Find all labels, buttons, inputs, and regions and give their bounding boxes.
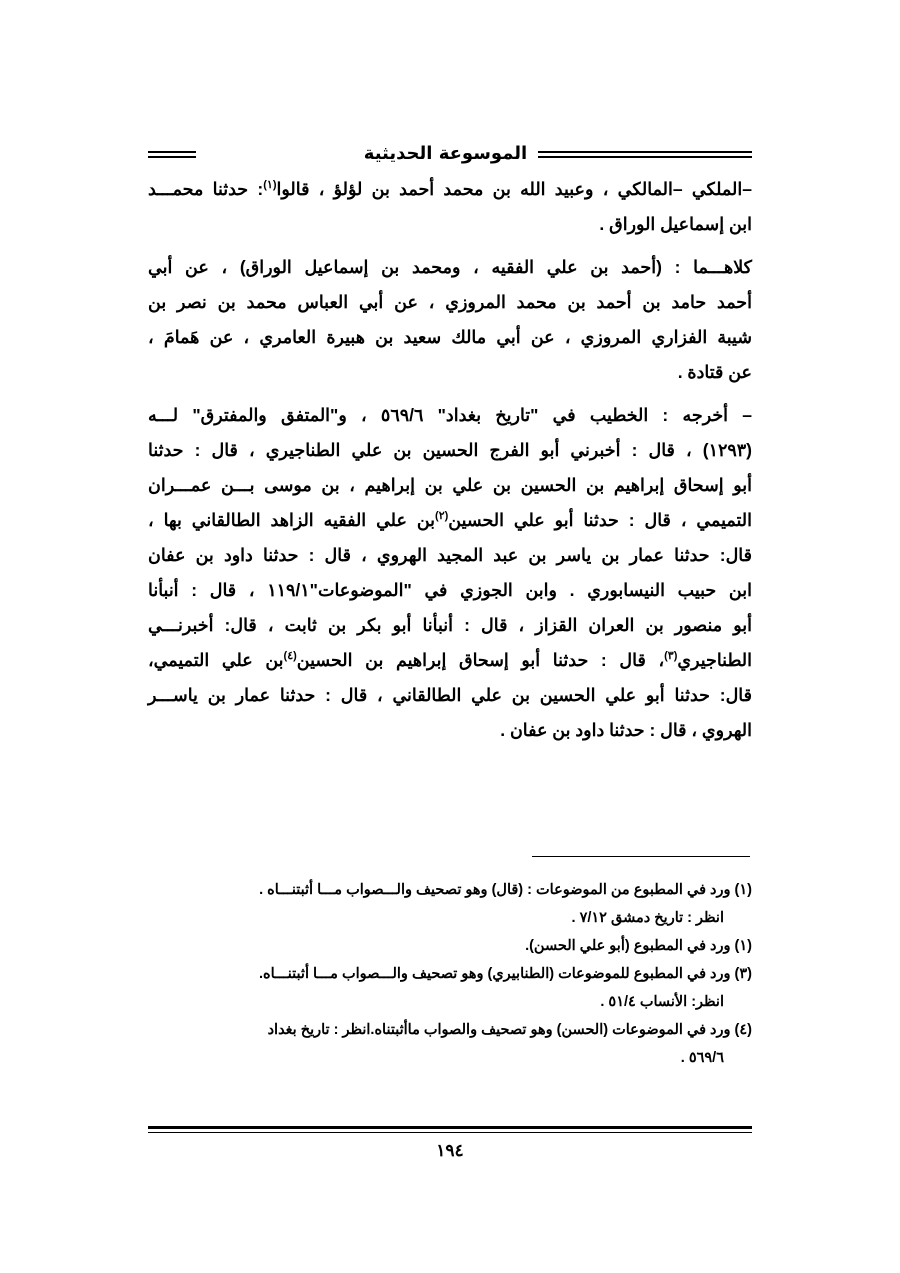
text-line: – أخرجه : الخطيب في "تاريخ بغداد" ٥٦٩/٦ ، و"المتفق والمفترق" لـــه <box>148 405 752 425</box>
text-span: بن علي الفقيه الزاهد الطالقاني بها ، <box>148 510 436 530</box>
footnote-ref: (٢) <box>435 510 449 523</box>
page-number: ١٩٤ <box>436 1141 464 1160</box>
text-span: : حدثنا محمـــد <box>148 179 264 199</box>
text-line <box>148 172 752 207</box>
footnotes <box>148 876 752 1072</box>
text-line: ابن إسماعيل الوراق . <box>599 214 752 234</box>
main-text <box>148 172 752 756</box>
text-span: ، قال : حدثنا أبو إسحاق إبراهيم بن الحسين <box>296 650 665 670</box>
footnote <box>148 932 752 960</box>
paragraph <box>148 172 752 242</box>
text-span: بن علي التميمي، <box>148 650 284 670</box>
footnote-line: (١) ورد في المطبوع من الموضوعات : (قال) وهو تصحيف والـــصواب مـــا أثبتنـــاه . <box>259 882 752 898</box>
text-line: كلاهـــما : (أحمد بن علي الفقيه ، ومحمد بن إسماعيل الوراق) ، عن أبي <box>148 257 752 277</box>
footnote-line: (١) ورد في المطبوع (أبو علي الحسن). <box>525 938 752 954</box>
text-line: أبو منصور بن العران القزاز ، قال : أنبأنا أبو بكر بن ثابت ، قال: أخبرنـــي <box>148 615 752 635</box>
header-title: الموسوعة الحديثية <box>363 143 528 164</box>
footnote-ref: (٣) <box>664 650 678 663</box>
page-header <box>148 140 752 170</box>
footer-rule <box>148 1126 752 1129</box>
text-line: أبو إسحاق إبراهيم بن الحسين بن علي بن إبراهيم ، بن موسى بـــن عمـــران <box>148 475 752 495</box>
text-line: ابن حبيب النيسابوري . وابن الجوزي في "الموضوعات"١١٩/١ ، قال : أنبأنا <box>148 580 752 600</box>
footer-rule-thin <box>148 1132 752 1133</box>
text-span: الطناجيري <box>677 650 752 670</box>
footnote-line: ٥٦٩/٦ . <box>680 1050 724 1066</box>
text-line: أحمد حامد بن أحمد بن محمد المروزي ، عن أبي العباس محمد بن نصر بن <box>148 292 752 312</box>
header-rule-right-2 <box>538 156 752 158</box>
text-line: قال: حدثنا أبو علي الحسين بن علي الطالقاني ، قال : حدثنا عمار بن ياســـر <box>148 685 752 705</box>
header-rule-right <box>538 151 752 153</box>
footnote-line: (٣) ورد في المطبوع للموضوعات (الطنابيري) وهو تصحيف والـــصواب مـــا أثبتنـــاه. <box>259 966 752 982</box>
footnote-ref: (١) <box>263 179 277 192</box>
footnote-line: (٤) ورد في الموضوعات (الحسن) وهو تصحيف والصواب ماأثبتناه.انظر : تاريخ بغداد <box>267 1022 752 1038</box>
text-line: عن قتادة . <box>677 362 752 382</box>
text-line <box>148 643 752 678</box>
header-rule-left-2 <box>148 156 196 158</box>
paragraph <box>148 398 752 748</box>
footnote-ref: (٤) <box>283 650 297 663</box>
footnote-line: انظر : تاريخ دمشق ٧/١٢ . <box>571 910 724 926</box>
text-line <box>148 503 752 538</box>
text-line: قال: حدثنا عمار بن ياسر بن عبد المجيد الهروي ، قال : حدثنا داود بن عفان <box>148 545 752 565</box>
header-rule-left <box>148 151 196 153</box>
footnote <box>148 1016 752 1072</box>
text-span: التميمي ، قال : حدثنا أبو علي الحسين <box>448 510 752 530</box>
footnote <box>148 876 752 932</box>
text-line: الهروي ، قال : حدثنا داود بن عفان . <box>500 720 752 740</box>
text-line: (١٢٩٣) ، قال : أخبرني أبو الفرج الحسين بن علي الطناجيري ، قال : حدثنا <box>148 440 752 460</box>
footnote <box>148 960 752 1016</box>
text-span: –الملكي –المالكي ، وعبيد الله بن محمد أحمد بن لؤلؤ ، قالوا <box>276 179 752 199</box>
paragraph <box>148 250 752 390</box>
text-line: شيبة الفزاري المروزي ، عن أبي مالك سعيد بن هبيرة العامري ، عن هَمامَ ، <box>148 327 752 347</box>
footnote-line: انظر: الأنساب ٥١/٤ . <box>600 994 724 1010</box>
footnote-separator <box>532 856 750 857</box>
